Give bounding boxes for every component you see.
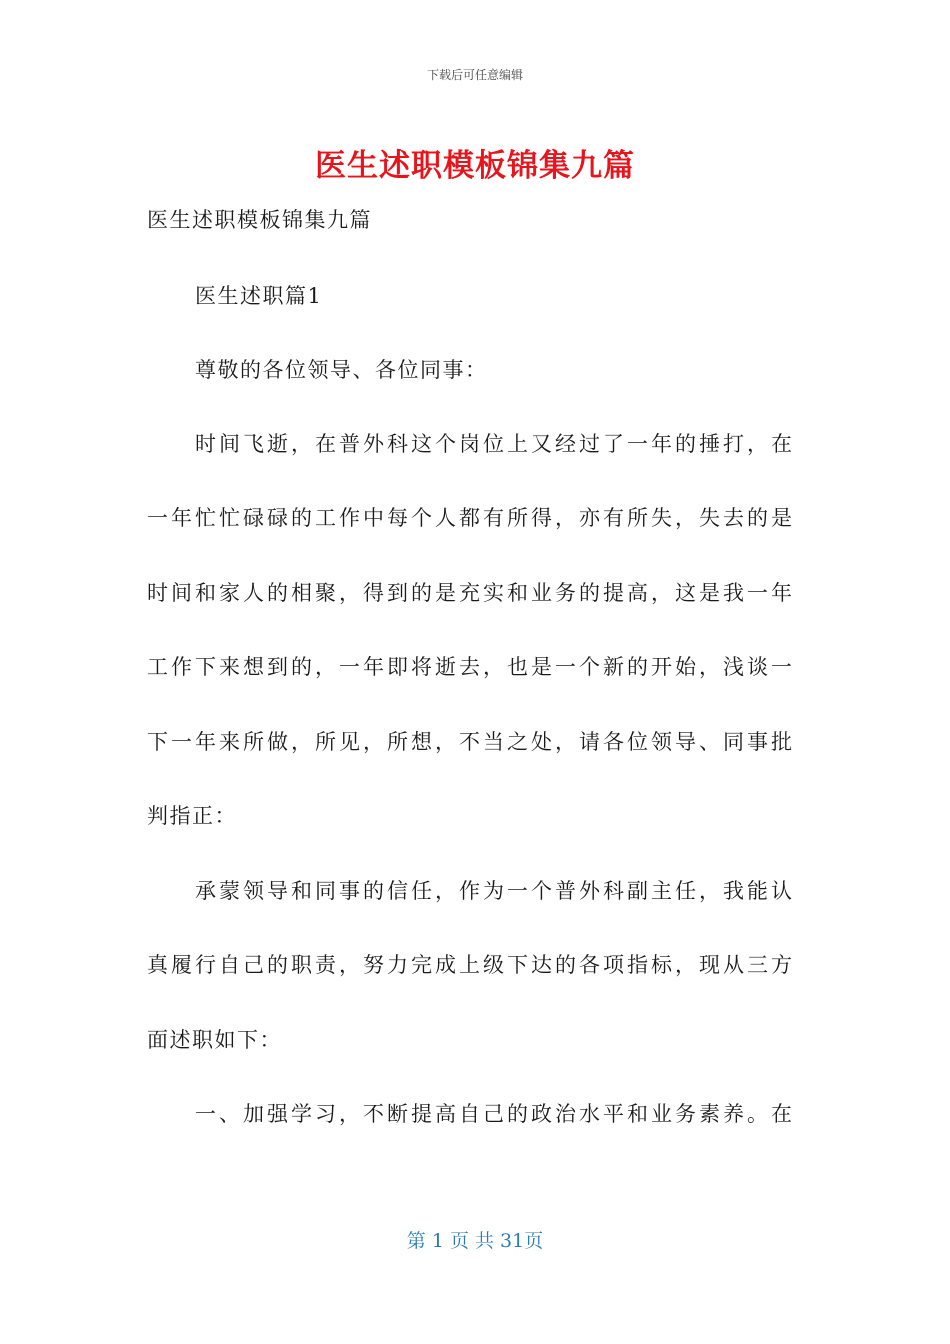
- paragraph-line: 工作下来想到的，一年即将逝去，也是一个新的开始，浅谈一: [147, 655, 792, 679]
- paragraph-line: 面述职如下：: [147, 1028, 282, 1052]
- paragraph-line: 下一年来所做，所见，所想，不当之处，请各位领导、同事批: [147, 730, 792, 754]
- paragraph-line: 真履行自己的职责，努力完成上级下达的各项指标，现从三方: [147, 953, 792, 977]
- paragraph-line: 时间和家人的相聚，得到的是充实和业务的提高，这是我一年: [147, 581, 792, 605]
- subtitle-line: 医生述职模板锦集九篇: [147, 208, 372, 232]
- paragraph-line: 一、加强学习，不断提高自己的政治水平和业务素养。在: [195, 1102, 792, 1126]
- paragraph-line: 时间飞逝，在普外科这个岗位上又经过了一年的捶打，在: [195, 432, 792, 456]
- paragraph-line: 承蒙领导和同事的信任，作为一个普外科副主任，我能认: [195, 879, 792, 903]
- page-footer: 第 1 页 共 31页: [406, 1230, 544, 1252]
- section-heading: 医生述职篇1: [195, 284, 323, 308]
- header-note: 下载后可任意编辑: [426, 68, 523, 82]
- paragraph-line: 一年忙忙碌碌的工作中每个人都有所得，亦有所失，失去的是: [147, 506, 792, 530]
- salutation: 尊敬的各位领导、各位同事：: [195, 358, 488, 382]
- paragraph-line: 判指正：: [147, 804, 237, 828]
- document-title: 医生述职模板锦集九篇: [315, 148, 635, 184]
